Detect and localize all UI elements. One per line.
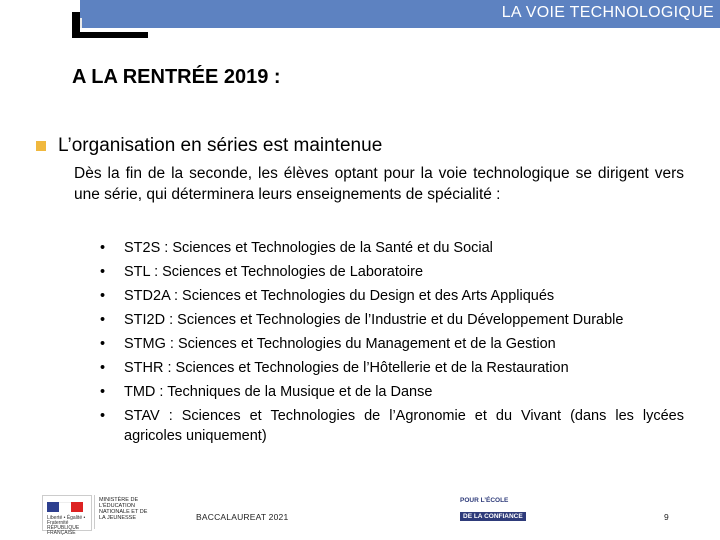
bullet-dot-icon: • bbox=[100, 240, 106, 256]
series-list bbox=[100, 236, 684, 448]
ecole-line1: POUR L’ÉCOLE bbox=[460, 497, 509, 504]
ministry-text: MINISTÈRE DE L’ÉDUCATION NATIONALE ET DE LA JEUNESSE bbox=[99, 497, 148, 521]
series-item-text: STI2D : Sciences et Technologies de l’Industrie et du Développement Durable bbox=[124, 312, 624, 328]
list-item bbox=[100, 284, 684, 308]
list-item bbox=[100, 260, 684, 284]
list-item bbox=[100, 308, 684, 332]
series-item-text: ST2S : Sciences et Technologies de la Santé et du Social bbox=[124, 240, 493, 256]
series-item-text: STAV : Sciences et Technologies de l’Agronomie et du Vivant (dans les lycées agricoles uniquement) bbox=[124, 408, 684, 444]
republic-caption: Liberté • Égalité • Fraternité RÉPUBLIQUE FRANÇAISE bbox=[47, 515, 86, 536]
square-bullet-icon bbox=[36, 141, 46, 151]
series-item-text: STL : Sciences et Technologies de Laboratoire bbox=[124, 264, 424, 280]
header-banner bbox=[80, 0, 720, 28]
flag-white-stripe bbox=[59, 502, 71, 513]
bullet-dot-icon: • bbox=[100, 384, 106, 400]
bullet-dot-icon: • bbox=[100, 408, 106, 424]
list-item bbox=[100, 236, 684, 260]
footer-bac-label: BACCALAUREAT 2021 bbox=[196, 512, 289, 522]
series-item-text: STMG : Sciences et Technologies du Management et de la Gestion bbox=[124, 336, 556, 352]
list-item bbox=[100, 380, 684, 404]
list-item bbox=[100, 404, 684, 448]
bullet-dot-icon: • bbox=[100, 360, 106, 376]
bullet-dot-icon: • bbox=[100, 264, 106, 280]
bullet-dot-icon: • bbox=[100, 288, 106, 304]
series-item-text: STHR : Sciences et Technologies de l’Hôtellerie et de la Restauration bbox=[124, 360, 569, 376]
bullet-dot-icon: • bbox=[100, 312, 106, 328]
banner-title: LA VOIE TECHNOLOGIQUE bbox=[501, 4, 714, 21]
series-item-text: TMD : Techniques de la Musique et de la Danse bbox=[124, 384, 433, 400]
flag-blue-stripe bbox=[47, 502, 59, 512]
ecole-line2: DE LA CONFIANCE bbox=[460, 512, 526, 521]
ministry-logo bbox=[94, 495, 149, 529]
intro-paragraph: Dès la fin de la seconde, les élèves optant pour la voie technologique se dirigent vers une série, qui déterminera leurs enseignements de spécialité : bbox=[74, 165, 684, 203]
flag-red-stripe bbox=[71, 502, 83, 512]
bullet-dot-icon: • bbox=[100, 336, 106, 352]
ecole-confiance-logo bbox=[460, 497, 550, 525]
slide-title: A LA RENTRÉE 2019 : bbox=[72, 66, 281, 88]
series-item-text: STD2A : Sciences et Technologies du Design et des Arts Appliqués bbox=[124, 288, 555, 304]
level1-bullet-text: L’organisation en séries est maintenue bbox=[58, 135, 383, 156]
logo-bar-horizontal bbox=[72, 32, 148, 38]
republique-francaise-logo bbox=[42, 495, 92, 536]
list-item bbox=[100, 356, 684, 380]
page-number: 9 bbox=[664, 512, 669, 522]
list-item bbox=[100, 332, 684, 356]
